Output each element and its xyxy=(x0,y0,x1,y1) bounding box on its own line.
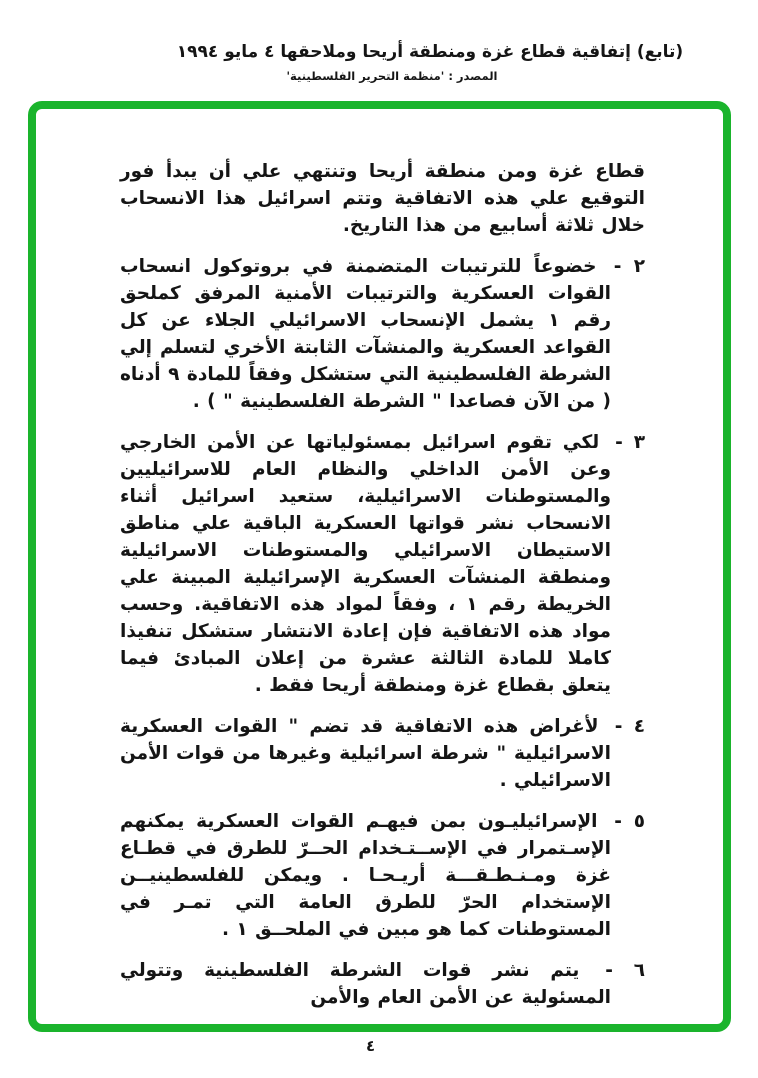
paragraph-continuation xyxy=(120,158,645,239)
paragraph-text: يتم نشر قوات الشرطة الفلسطينية وتتولي المسئولية عن الأمن العام والأمن xyxy=(120,960,611,1008)
paragraph-text: قطاع غزة ومن منطقة أريحا وتنتهي علي أن يبدأ فور التوقيع علي هذه الاتفاقية وتتم اسرائيل هذا الانسحاب خلال ثلاثة أسابيع من هذا التاريخ. xyxy=(120,161,645,236)
document-header xyxy=(160,42,700,83)
paragraph-number: ٤ - xyxy=(614,716,645,737)
paragraph-5 xyxy=(120,808,645,943)
paragraph-6 xyxy=(120,957,645,1011)
green-border-frame xyxy=(28,101,731,1032)
document-title: (تابع) إتفاقية قطاع غزة ومنطقة أريحا وملاحقها ٤ مايو ١٩٩٤ xyxy=(176,42,684,62)
page-number: ٤ xyxy=(366,1037,376,1055)
paragraph-2 xyxy=(120,253,645,415)
paragraph-text: خضوعاً للترتيبات المتضمنة في بروتوكول انسحاب القوات العسكرية والترتيبات الأمنية المرفق كملحق رقم ١ يشمل الإنسحاب الاسرائيلي الجلاء عن كل القواعد العسكرية والمنشآت الثابتة الأخري لتسلم إلي الشرطة الفلسطينية التي ستشكل وفقاً للمادة ٩ أدناه ( من الآن فصاعدا " الشرطة الفلسطينية " ) . xyxy=(120,256,611,412)
paragraph-text: لكي تقوم اسرائيل بمسئولياتها عن الأمن الخارجي وعن الأمن الداخلي والنظام العام للاسرائيليين والمستوطنات الاسرائيلية، ستعيد اسرائيل أثناء الانسحاب نشر قواتها العسكرية الباقية علي مناطق الاستيطان الاسرائيلي والمستوطنات الاسرائيلية ومنطقة المنشآت العسكرية الإسرائيلية المبينة علي الخريطة رقم ١ ، وفقاً لمواد هذه الاتفاقية. وحسب مواد هذه الاتفاقية فإن إعادة الانتشار ستشكل تنفيذا كاملا للمادة الثالثة عشرة من إعلان المبادئ فيما يتعلق بقطاع غزة ومنطقة أريحا فقط . xyxy=(120,432,611,696)
paragraph-3 xyxy=(120,429,645,699)
paragraph-number: ٣ - xyxy=(615,432,645,453)
paragraph-text: الإسرائيليـون بمن فيهـم القوات العسكرية يمكنهم الإسـتمرار في الإســتـخدام الحــرّ للطرق في قطـاع غزة ومـنـطـقـــة أريـحـا . ويمكن للفلسطينيــن الإستخدام الحرّ للطرق العامة التي تمـر في المستوطنات كما هو مبين في الملحــق ١ . xyxy=(120,811,611,940)
paragraph-number: ٢ - xyxy=(613,256,645,277)
paragraph-number: ٦ - xyxy=(605,960,645,981)
paragraph-number: ٥ - xyxy=(614,811,645,832)
paragraph-4 xyxy=(120,713,645,794)
document-source-line: المصدر : 'منظمة التحرير الفلسطينية' xyxy=(286,69,498,83)
paragraph-text: لأغراض هذه الاتفاقية قد تضم " القوات العسكرية الاسرائيلية " شرطة اسرائيلية وغيرها من قوات الأمن الاسرائيلي . xyxy=(120,716,611,791)
document-body xyxy=(120,158,645,1011)
